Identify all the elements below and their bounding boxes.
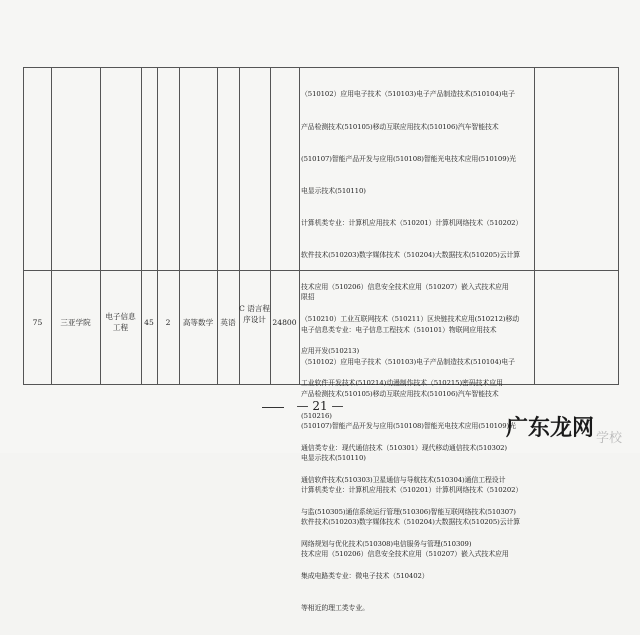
- subject3-line: C 语言程: [239, 304, 271, 313]
- requirement-line: 产品检测技术(510105)移动互联应用技术(510106)汽车智能技术: [301, 389, 499, 398]
- watermark-text: 广东龙网: [506, 416, 595, 441]
- plan-cell: 45: [144, 318, 154, 327]
- requirement-line: 计算机类专业：计算机应用技术（510201）计算机网络技术（510202）: [301, 486, 523, 495]
- requirement-line: 与监(510305)通信系统运行管理(510306)智能互联网络技术(510307): [301, 507, 516, 516]
- requirement-line: 工业软件开发技术(510214)动漫制作技术（510215)密码技术应用: [301, 379, 503, 388]
- page-number: — 21 —: [296, 399, 344, 413]
- watermark: [506, 411, 626, 447]
- requirement-line: 网络规划与优化技术(510308)电信服务与管理(510309): [301, 539, 472, 548]
- subject1-cell: 高等数学: [182, 318, 214, 327]
- requirement-line: 软件技术(510203)数字媒体技术（510204)大数据技术(510205)云计算: [301, 250, 521, 259]
- school-cell: 三亚学院: [60, 318, 91, 327]
- requirement-line: (510107)智能产品开发与应用(510108)智能光电技术应用(510109)光: [301, 154, 516, 163]
- requirement-line: (510216): [301, 411, 332, 420]
- col-divider: [239, 68, 240, 384]
- col-divider: [217, 68, 218, 384]
- requirement-line: 产品检测技术(510105)移动互联应用技术(510106)汽车智能技术: [301, 122, 499, 131]
- requirement-line: 等相近的理工类专业。: [301, 604, 369, 613]
- major-line: 电子信息: [105, 312, 136, 321]
- requirement-line: 计算机类专业：计算机应用技术（510201）计算机网络技术（510202）: [301, 218, 523, 227]
- col-divider: [51, 68, 52, 384]
- requirement-line: 集成电路类专业：微电子技术（510402）: [301, 572, 429, 581]
- requirement-line: 通信类专业：现代通信技术（510301）现代移动通信技术(510302): [301, 443, 507, 452]
- requirement-line: 软件技术(510203)数字媒体技术（510204)大数据技术(510205)云计算: [301, 518, 521, 527]
- requirement-line: 电显示技术(510110): [301, 186, 366, 195]
- requirement-line: （510102）应用电子技术（510103)电子产品制造技术(510104)电子: [301, 90, 515, 99]
- requirement-line: （510210）工业互联网技术（510211）区块链技术应用(510212)移动: [301, 315, 520, 324]
- col-divider: [299, 68, 300, 384]
- col-divider: [100, 68, 101, 384]
- requirement-line: 电显示技术(510110): [301, 453, 366, 462]
- col-divider: [179, 68, 180, 384]
- subject2-cell: 英语: [220, 318, 236, 327]
- count-cell: 2: [165, 318, 171, 327]
- major-line: 工程: [112, 322, 129, 332]
- tuition-cell: 24800: [272, 318, 297, 327]
- subject3-cell: [239, 304, 270, 326]
- requirement-line: （510102）应用电子技术（510103)电子产品制造技术(510104)电子: [301, 357, 515, 366]
- requirement-line: (510107)智能产品开发与应用(510108)智能光电技术应用(510109)光: [301, 421, 516, 430]
- requirement-line: 通信软件技术(510303)卫星通信与导航技术(510304)通信工程设计: [301, 475, 506, 484]
- requirement-line: 技术应用（510206）信息安全技术应用（510207）嵌入式技术应用: [301, 550, 509, 559]
- col-divider: [141, 68, 142, 384]
- requirement-line: 限招: [301, 293, 315, 302]
- seq-cell: 75: [32, 318, 43, 327]
- subject3-line: 序设计: [243, 314, 266, 324]
- requirement-line: 电子信息类专业：电子信息工程技术（510101）物联网应用技术: [301, 325, 497, 334]
- requirement-line: 应用开发(510213): [301, 347, 360, 356]
- col-divider: [270, 68, 271, 384]
- requirement-line: 技术应用（510206）信息安全技术应用（510207）嵌入式技术应用: [301, 283, 509, 292]
- col-divider: [157, 68, 158, 384]
- major-cell: [100, 312, 141, 334]
- watermark-subtext: 学校: [596, 431, 623, 446]
